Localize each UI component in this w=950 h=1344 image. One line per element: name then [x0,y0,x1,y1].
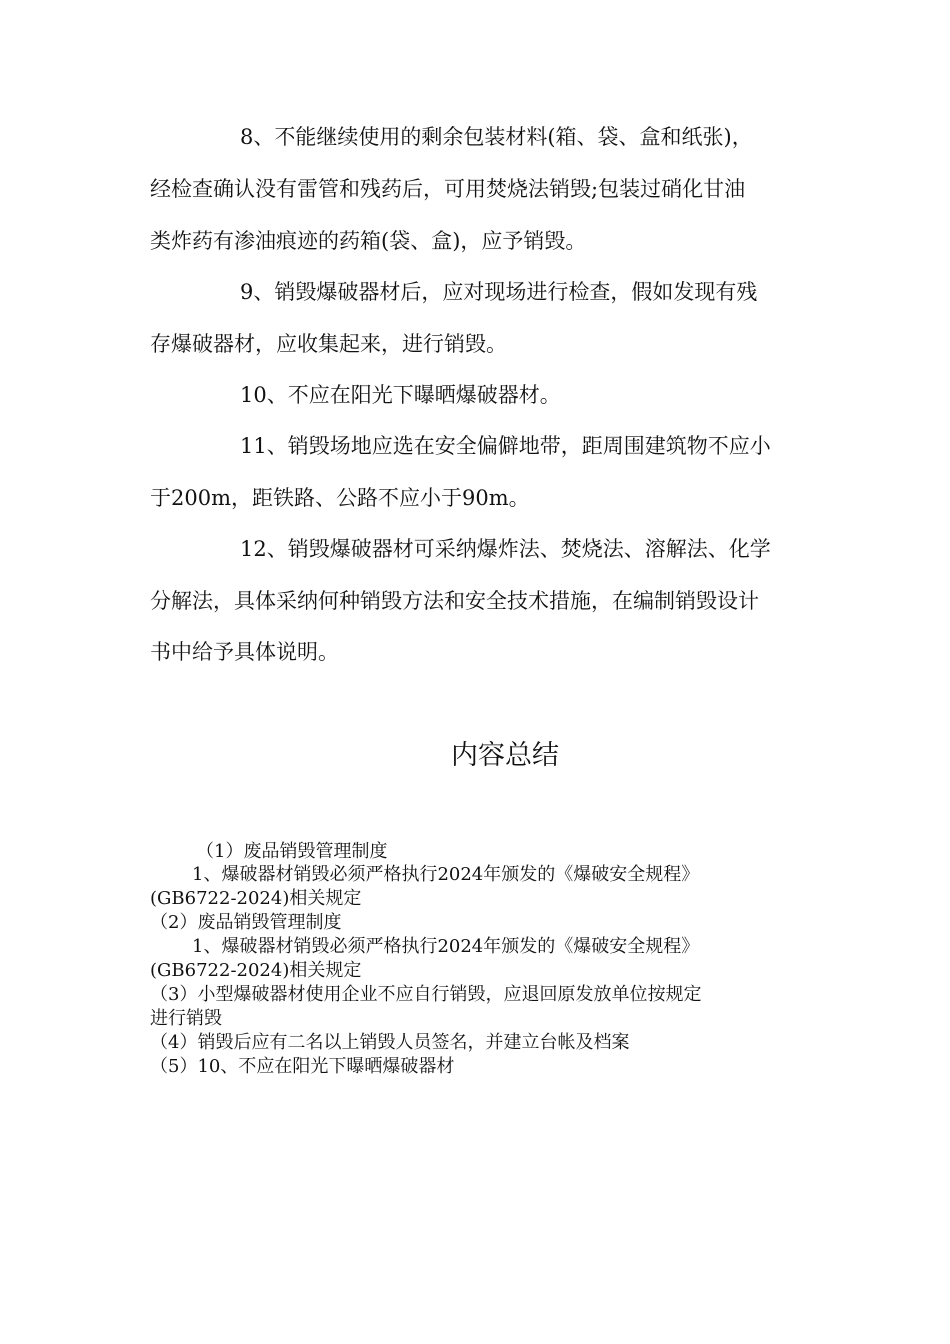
summary-line: （1）废品销毁管理制度 [196,841,388,862]
body-line: 9、销毁爆破器材后，应对现场进行检查，假如发现有残 [240,280,758,304]
summary-title: 内容总结 [451,740,559,771]
summary-line: (GB6722-2024)相关规定 [150,888,362,909]
body-line: 8、不能继续使用的剩余包装材料(箱、袋、盒和纸张)， [240,125,753,149]
body-line: 12、销毁爆破器材可采纳爆炸法、焚烧法、溶解法、化学 [240,537,771,561]
body-line: 10、不应在阳光下曝晒爆破器材。 [240,383,561,407]
body-line: 分解法，具体采纳何种销毁方法和安全技术措施，在编制销毁设计 [150,589,759,613]
body-line: 书中给予具体说明。 [150,640,339,664]
summary-line: 1、爆破器材销毁必须严格执行2024年颁发的《爆破安全规程》 [192,864,700,885]
summary-line: (GB6722-2024)相关规定 [150,960,362,981]
summary-line: （5）10、不应在阳光下曝晒爆破器材 [150,1056,455,1077]
summary-line: （3）小型爆破器材使用企业不应自行销毁，应退回原发放单位按规定 [150,984,702,1005]
body-line: 11、销毁场地应选在安全偏僻地带，距周围建筑物不应小 [240,434,771,458]
body-line: 经检查确认没有雷管和残药后，可用焚烧法销毁;包装过硝化甘油 [150,177,746,201]
body-line: 类炸药有渗油痕迹的药箱(袋、盒)，应予销毁。 [150,229,587,253]
body-line: 于200m，距铁路、公路不应小于90m。 [150,486,530,510]
summary-line: （4）销毁后应有二名以上销毁人员签名，并建立台帐及档案 [150,1032,630,1053]
summary-line: 进行销毁 [150,1008,222,1029]
body-line: 存爆破器材，应收集起来，进行销毁。 [150,332,507,356]
summary-line: 1、爆破器材销毁必须严格执行2024年颁发的《爆破安全规程》 [192,936,700,957]
summary-line: （2）废品销毁管理制度 [150,912,342,933]
